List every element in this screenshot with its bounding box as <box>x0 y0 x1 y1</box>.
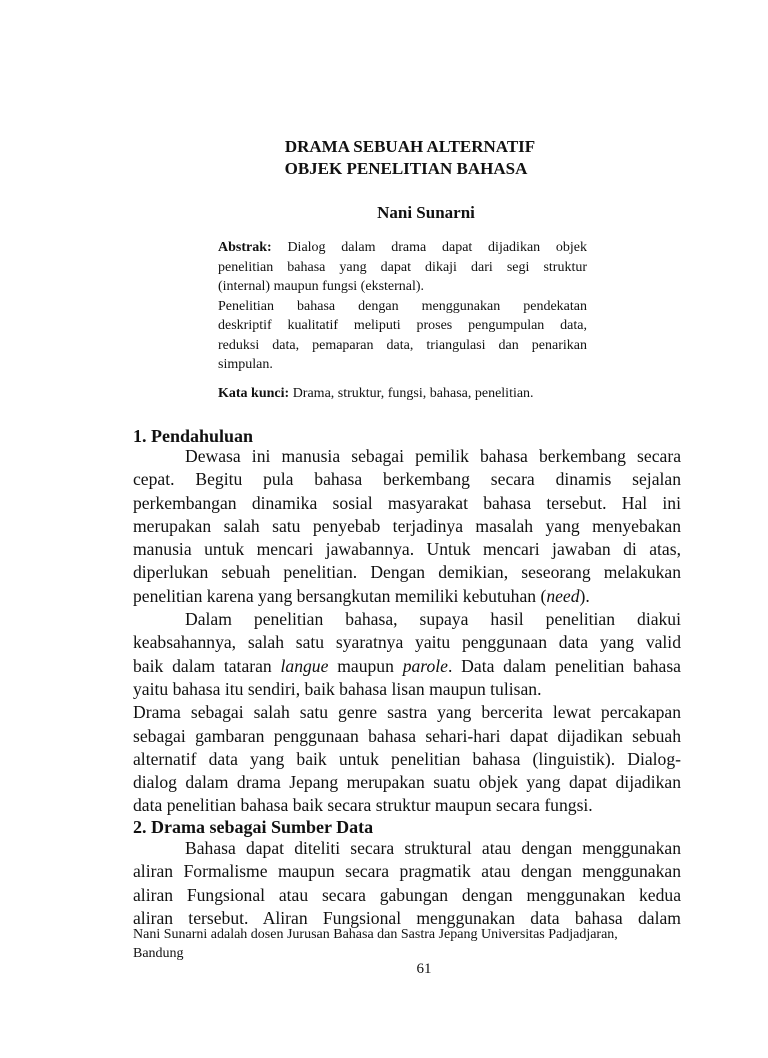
abstract-line: penelitian bahasa yang dapat dikaji dari segi struktur <box>218 259 587 275</box>
author-name: Nani Sunarni <box>377 203 475 222</box>
section-2-body <box>133 837 681 930</box>
body-line: data penelitian bahasa baik secara struktur maupun secara fungsi. <box>133 795 593 816</box>
body-line: diperlukan sebuah penelitian. Dengan demikian, seseorang melakukan <box>133 562 681 583</box>
body-line: aliran tersebut. Aliran Fungsional menggunakan data bahasa dalam <box>133 907 681 928</box>
keywords <box>218 384 587 404</box>
abstract-line: (internal) maupun fungsi (eksternal). <box>218 279 425 294</box>
body-line: merupakan salah satu penyebab terjadinya masalah yang menyebakan <box>133 515 681 536</box>
abstract-line: simpulan. <box>218 357 273 372</box>
abstract-line: deskriptif kualitatif meliputi proses pengumpulan data, <box>218 318 587 333</box>
body-line: aliran Fungsional atau secara gabungan dengan menggunakan kedua <box>133 884 681 905</box>
footnote-line: Nani Sunarni adalah dosen Jurusan Bahasa dan Sastra Jepang Universitas Padjadjaran, <box>133 927 618 942</box>
footnote-line: Bandung <box>133 946 184 961</box>
body-line: cepat. Begitu pula bahasa berkembang secara dinamis sejalan <box>133 469 681 490</box>
body-line: baik dalam tataran langue maupun parole. Data dalam penelitian bahasa <box>133 655 681 676</box>
keywords-text: Drama, struktur, fungsi, bahasa, penelitian. <box>292 386 534 401</box>
body-line: dialog dalam drama Jepang merupakan suatu objek yang dapat dijadikan <box>133 772 681 793</box>
paper-title-line-1: DRAMA SEBUAH ALTERNATIF <box>284 137 536 156</box>
abstract-line: Penelitian bahasa dengan menggunakan pendekatan <box>218 298 587 314</box>
body-line: Drama sebagai salah satu genre sastra yang bercerita lewat percakapan <box>133 702 681 723</box>
body-line: alternatif data yang baik untuk penelitian bahasa (linguistik). Dialog- <box>133 748 681 769</box>
body-line: penelitian karena yang bersangkutan memiliki kebutuhan (need). <box>133 585 590 606</box>
abstract-line: reduksi data, pemaparan data, triangulasi dan penarikan <box>218 337 587 353</box>
body-line: keabsahannya, salah satu syaratnya yaitu penggunaan data yang valid <box>133 632 681 653</box>
keywords-label: Kata kunci: <box>218 386 290 401</box>
abstract-line: Abstrak: Dialog dalam drama dapat dijadikan objek <box>218 240 588 255</box>
body-line: manusia untuk mencari jawabannya. Untuk mencari jawaban di atas, <box>133 539 681 560</box>
body-line: Bahasa dapat diteliti secara struktural atau dengan menggunakan <box>185 838 681 858</box>
body-line: aliran Formalisme maupun secara pragmatik atau dengan menggunakan <box>133 861 681 882</box>
section-1-body <box>133 445 681 818</box>
body-line: Dalam penelitian bahasa, supaya hasil penelitian diakui <box>185 609 681 630</box>
body-line: Dewasa ini manusia sebagai pemilik bahasa berkembang secara <box>185 446 681 466</box>
section-2-heading: 2. Drama sebagai Sumber Data <box>133 817 374 837</box>
body-line: perkembangan dinamika sosial masyarakat bahasa tersebut. Hal ini <box>133 492 681 513</box>
paper-title-line-2: OBJEK PENELITIAN BAHASA <box>284 159 528 178</box>
page-number: 61 <box>416 961 432 977</box>
body-line: sebagai gambaran penggunaan bahasa sehari-hari dapat dijadikan sebuah <box>133 725 681 746</box>
section-1-heading: 1. Pendahuluan <box>133 426 254 446</box>
abstract <box>218 238 587 375</box>
abstract-label: Abstrak: <box>218 240 272 255</box>
body-line: yaitu bahasa itu sendiri, baik bahasa lisan maupun tulisan. <box>133 678 542 699</box>
footnote <box>133 925 681 963</box>
